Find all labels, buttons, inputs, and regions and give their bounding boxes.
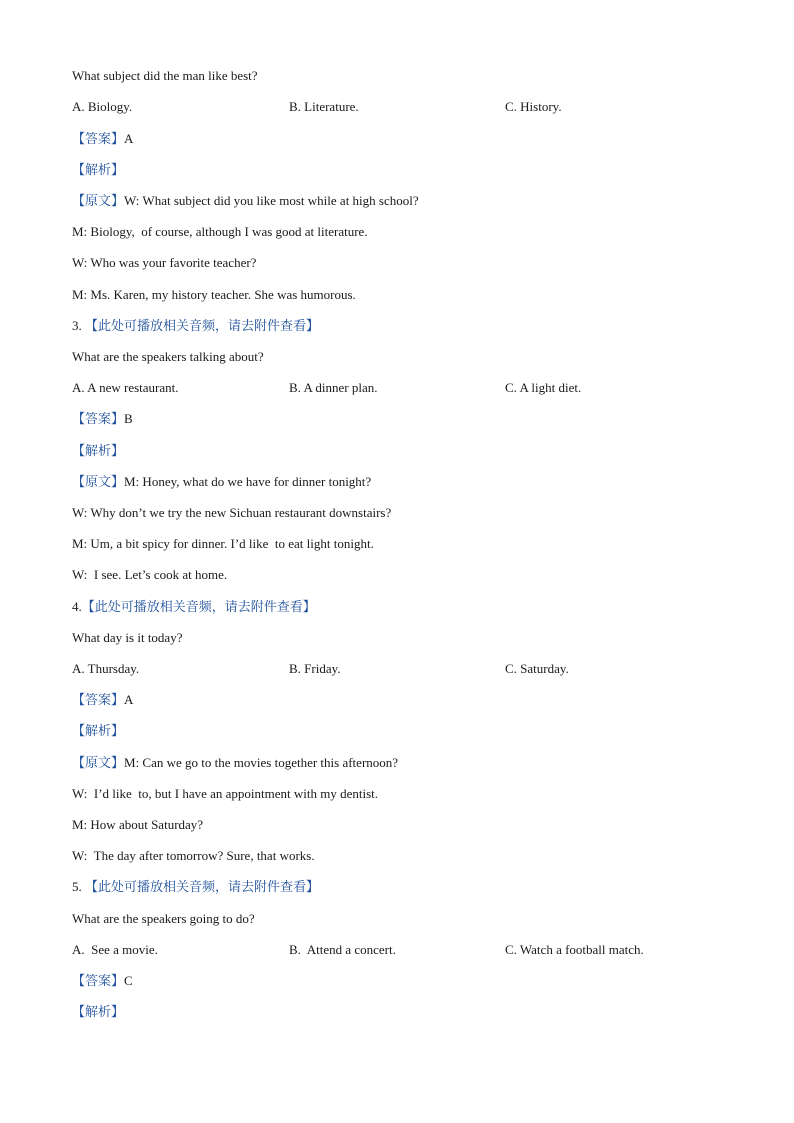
question-4-option-a: A. Thursday. — [72, 661, 140, 676]
question-3-analysis-tag: 【解析】 — [72, 443, 125, 458]
question-4-analysis-tag: 【解析】 — [72, 723, 125, 738]
transcript-line: M: Can we go to the movies together this afternoon? — [124, 755, 399, 770]
question-3-transcript-line: M: Um, a bit spicy for dinner. I’d like to eat light tonight. — [72, 536, 374, 551]
answer-value: A — [124, 131, 134, 146]
transcript-tag: 【原文】 — [72, 193, 125, 208]
question-5-option-b: B. Attend a concert. — [289, 942, 396, 957]
question-4-answer — [72, 692, 133, 708]
question-3-header — [72, 318, 319, 334]
question-3-text: What are the speakers talking about? — [72, 349, 264, 364]
question-5-analysis-tag: 【解析】 — [72, 1004, 125, 1019]
question-3-transcript-line: W: I see. Let’s cook at home. — [72, 567, 228, 582]
question-2-answer — [72, 131, 133, 147]
question-number: 3. — [72, 318, 82, 333]
question-2-transcript-line: M: Biology, of course, although I was good at literature. — [72, 224, 368, 239]
question-2-transcript-line: W: Who was your favorite teacher? — [72, 255, 257, 270]
question-4-text: What day is it today? — [72, 630, 183, 645]
answer-tag: 【答案】 — [72, 131, 125, 146]
question-4-transcript-line: W: The day after tomorrow? Sure, that works. — [72, 848, 315, 863]
question-4-header — [72, 599, 316, 615]
question-2-transcript-first — [72, 193, 419, 209]
question-5-header — [72, 879, 319, 895]
question-5-option-c: C. Watch a football match. — [505, 942, 644, 957]
question-3-transcript-line: W: Why don’t we try the new Sichuan restaurant downstairs? — [72, 505, 392, 520]
answer-value: A — [124, 692, 134, 707]
question-3-transcript-first — [72, 474, 371, 490]
question-2-text: What subject did the man like best? — [72, 68, 258, 83]
transcript-line: W: What subject did you like most while at high school? — [124, 193, 419, 208]
question-2-option-a: A. Biology. — [72, 99, 133, 114]
question-4-transcript-line: W: I’d like to, but I have an appointment with my dentist. — [72, 786, 379, 801]
question-2-option-b: B. Literature. — [289, 99, 359, 114]
audio-note: 【此处可播放相关音频，请去附件查看】 — [85, 879, 320, 894]
question-5-text: What are the speakers going to do? — [72, 911, 255, 926]
question-2-option-c: C. History. — [505, 99, 562, 114]
audio-note: 【此处可播放相关音频，请去附件查看】 — [81, 599, 316, 614]
question-3-answer — [72, 411, 133, 427]
question-4-transcript-first — [72, 755, 398, 771]
answer-tag: 【答案】 — [72, 411, 125, 426]
answer-value: B — [124, 411, 133, 426]
question-4-transcript-line: M: How about Saturday? — [72, 817, 204, 832]
question-5-answer — [72, 973, 133, 989]
question-4-option-b: B. Friday. — [289, 661, 341, 676]
question-5-option-a: A. See a movie. — [72, 942, 158, 957]
question-3-option-b: B. A dinner plan. — [289, 380, 378, 395]
question-3-option-c: C. A light diet. — [505, 380, 582, 395]
question-number: 5. — [72, 879, 82, 894]
question-3-option-a: A. A new restaurant. — [72, 380, 179, 395]
answer-value: C — [124, 973, 133, 988]
question-number: 4. — [72, 599, 82, 614]
audio-note: 【此处可播放相关音频，请去附件查看】 — [85, 318, 320, 333]
answer-tag: 【答案】 — [72, 692, 125, 707]
transcript-tag: 【原文】 — [72, 474, 125, 489]
transcript-tag: 【原文】 — [72, 755, 125, 770]
transcript-line: M: Honey, what do we have for dinner tonight? — [124, 474, 372, 489]
question-2-transcript-line: M: Ms. Karen, my history teacher. She was humorous. — [72, 287, 356, 302]
question-2-analysis-tag: 【解析】 — [72, 162, 125, 177]
question-4-option-c: C. Saturday. — [505, 661, 569, 676]
answer-tag: 【答案】 — [72, 973, 125, 988]
